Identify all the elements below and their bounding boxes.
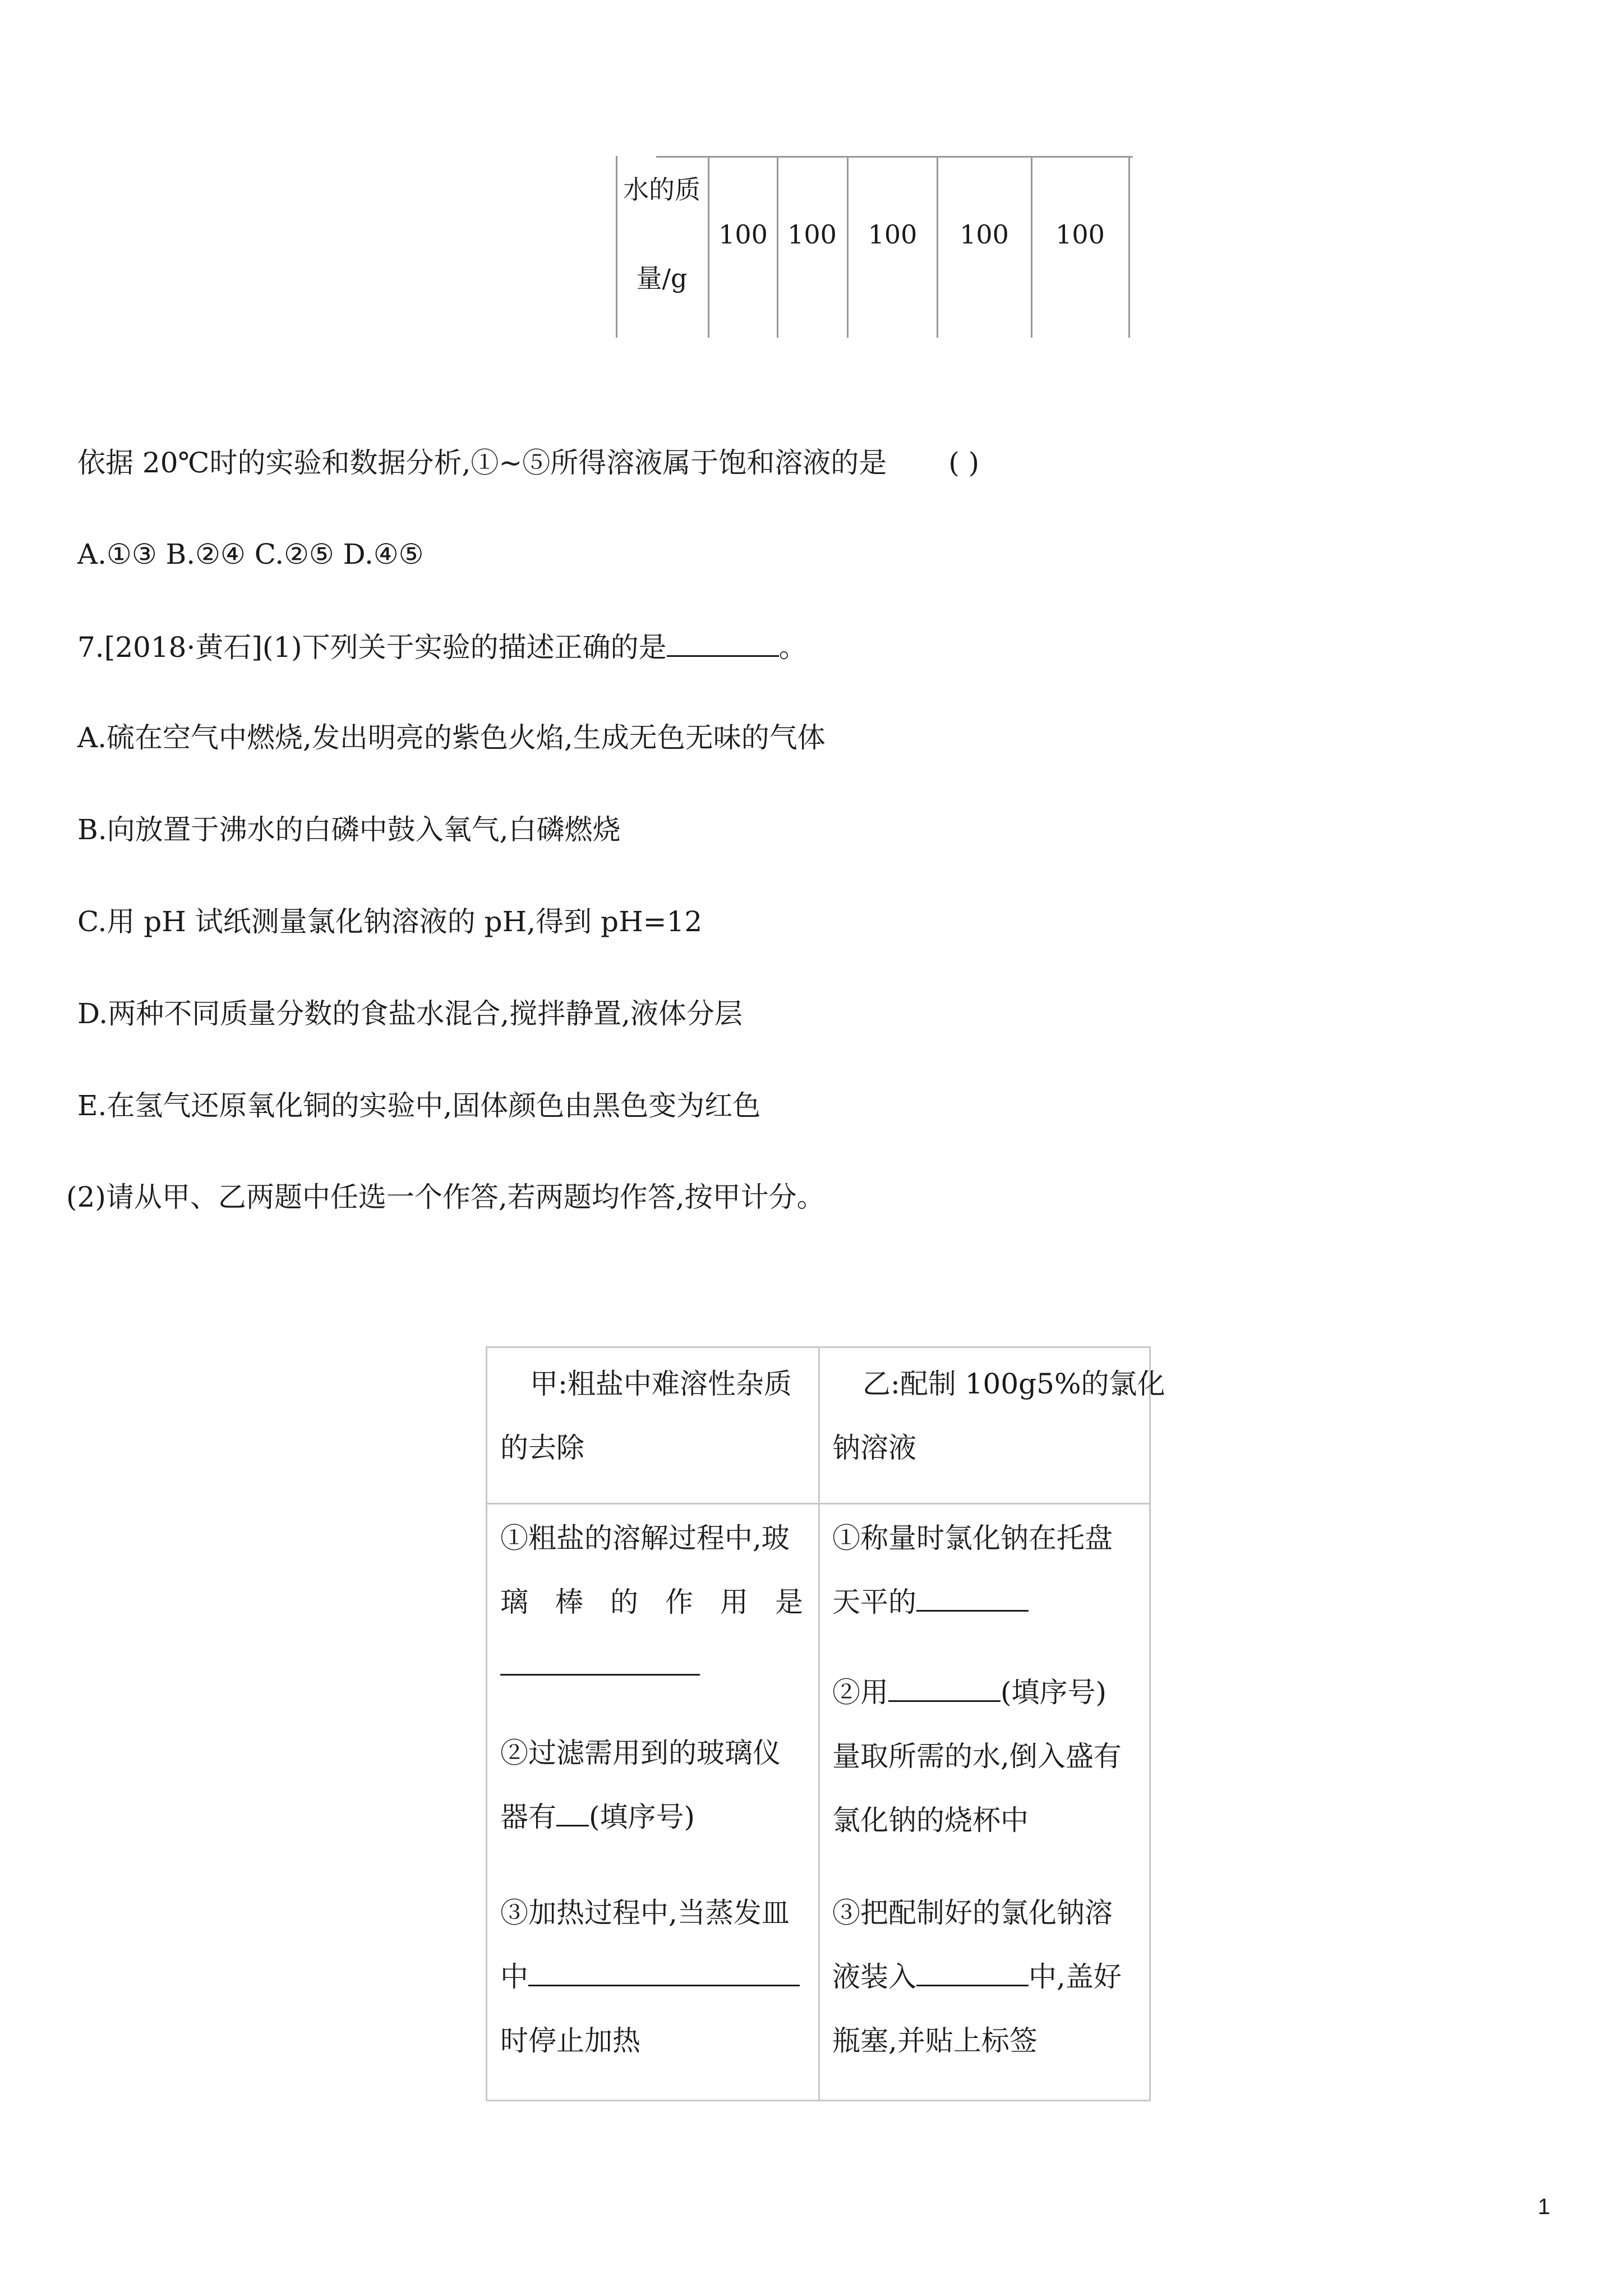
- yi-item-2-line3: 氯化钠的烧杯中: [832, 1804, 1029, 1837]
- yi-item-2-line1: [832, 1660, 1106, 1724]
- table-cell: 100: [787, 219, 837, 250]
- answer-blank[interactable]: [667, 629, 779, 657]
- yi-header-line2: 钠溶液: [832, 1432, 916, 1464]
- yi-item-3-line2: [832, 1945, 1122, 2009]
- jia-item-3-line1: ③加热过程中,当蒸发皿: [500, 1897, 790, 1929]
- answer-blank[interactable]: [528, 1959, 800, 1986]
- row-label-line1: 水的质: [623, 174, 700, 205]
- option-a: A.硫在空气中燃烧,发出明亮的紫色火焰,生成无色无味的气体: [77, 721, 826, 754]
- row-label-line2: 量/g: [636, 263, 688, 293]
- yi-item-3-text: 液装入: [832, 1961, 916, 1993]
- answer-parentheses: ( ): [948, 447, 980, 479]
- jia-item-1-line3: [500, 1634, 700, 1698]
- table-line: [616, 156, 617, 338]
- jia-item-1-line1: ①粗盐的溶解过程中,玻: [500, 1522, 790, 1554]
- yi-header-line1: 乙:配制 100g5%的氯化: [863, 1368, 1165, 1400]
- question-6-options: A.①③ B.②④ C.②⑤ D.④⑤: [77, 538, 424, 570]
- table-row-divider: [487, 1503, 1149, 1504]
- jia-item-2-text: 器有: [500, 1801, 556, 1833]
- option-d: D.两种不同质量分数的食盐水混合,搅拌静置,液体分层: [77, 997, 743, 1030]
- jia-item-2-note: (填序号): [589, 1801, 695, 1833]
- yi-item-1-line2: [832, 1570, 1029, 1634]
- yi-item-3-line3: 瓶塞,并贴上标签: [832, 2024, 1038, 2057]
- jia-item-2-line2: [500, 1785, 695, 1849]
- table-cell: 100: [718, 219, 768, 250]
- yi-item-2-note: (填序号): [1000, 1676, 1107, 1709]
- option-c: C.用 pH 试纸测量氯化钠溶液的 pH,得到 pH=12: [77, 905, 703, 938]
- table-cell: 100: [1055, 219, 1105, 250]
- jia-item-3-line2: [500, 1945, 800, 2009]
- question-6-stem: [77, 446, 979, 480]
- yi-item-2-line2: 量取所需的水,倒入盛有: [832, 1740, 1122, 1773]
- question-7-text: 7.[2018·黄石](1)下列关于实验的描述正确的是: [77, 631, 667, 664]
- jia-header-line1: 甲:粗盐中难溶性杂质: [530, 1368, 792, 1400]
- yi-item-2-text: ②用: [832, 1676, 888, 1709]
- answer-blank[interactable]: [888, 1674, 1000, 1702]
- question-7-stem: [77, 629, 807, 664]
- table-cell: 100: [868, 219, 917, 250]
- yi-item-1-line1: ①称量时氯化钠在托盘: [832, 1522, 1113, 1554]
- table-line: [708, 156, 709, 338]
- table-line: [847, 156, 849, 338]
- table-cell: 100: [960, 219, 1009, 250]
- answer-blank[interactable]: [916, 1959, 1029, 1986]
- answer-blank[interactable]: [556, 1799, 589, 1826]
- jia-item-3-text: 中: [500, 1961, 528, 1993]
- page-number: 1: [1538, 2194, 1551, 2219]
- jia-header-line2: 的去除: [500, 1432, 584, 1464]
- jia-item-1-line2: 璃棒的作用是: [500, 1586, 803, 1618]
- answer-blank[interactable]: [916, 1584, 1029, 1612]
- yi-item-1-text: 天平的: [832, 1586, 916, 1618]
- yi-item-3-text-end: 中,盖好: [1029, 1961, 1122, 1993]
- question-7-end: 。: [778, 631, 807, 664]
- table-column-divider: [818, 1348, 820, 2100]
- question-7-part2: (2)请从甲、乙两题中任选一个作答,若两题均作答,按甲计分。: [66, 1181, 825, 1213]
- jia-item-3-line3: 时停止加热: [500, 2024, 640, 2057]
- jia-item-2-line1: ②过滤需用到的玻璃仪: [500, 1737, 781, 1769]
- question-6-text: 依据 20℃时的实验和数据分析,①~⑤所得溶液属于饱和溶液的是: [77, 447, 887, 479]
- table-top-border: [656, 156, 1133, 158]
- answer-blank[interactable]: [500, 1648, 700, 1676]
- yi-item-3-line1: ③把配制好的氯化钠溶: [832, 1897, 1113, 1929]
- option-b: B.向放置于沸水的白磷中鼓入氧气,白磷燃烧: [77, 813, 621, 846]
- option-e: E.在氢气还原氧化铜的实验中,固体颜色由黑色变为红色: [77, 1089, 761, 1122]
- table-line: [1128, 156, 1130, 338]
